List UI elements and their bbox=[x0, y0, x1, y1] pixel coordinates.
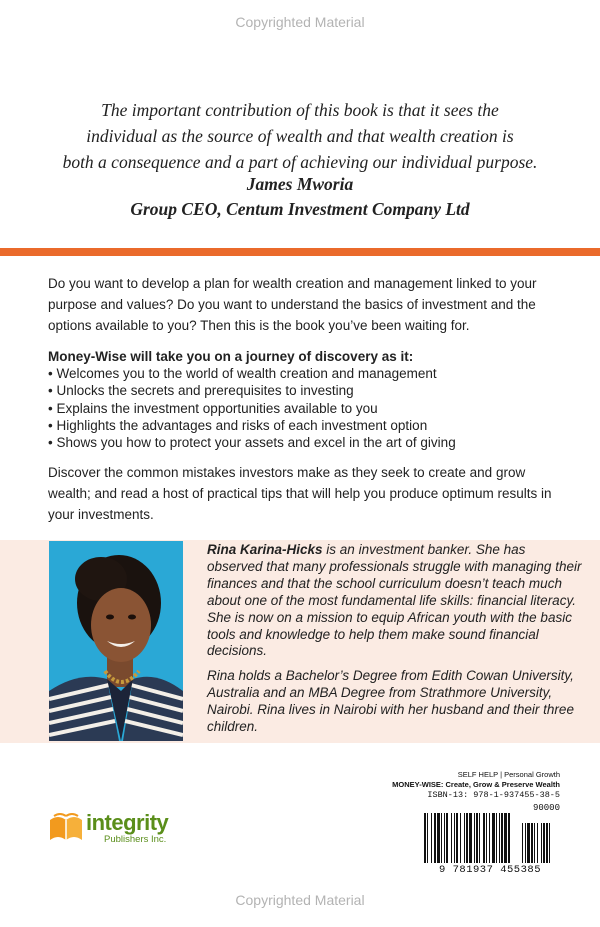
orange-divider bbox=[0, 248, 600, 256]
quote-line: The important contribution of this book is that it sees the bbox=[101, 100, 499, 120]
author-education-paragraph: Rina holds a Bachelor’s Degree from Edith Cowan University, Australia and an MBA Degree from Strathmore University, Nairobi. Rina lives in Nairobi with her husband and their three children. bbox=[207, 668, 574, 734]
endorsement-quote bbox=[30, 97, 570, 175]
intro-paragraph: Do you want to develop a plan for wealth creation and management linked to your purpose and values? Do you want to understand the basics of investment and the options available to you? Then this is the book you’ve been waiting for. bbox=[48, 276, 537, 333]
barcode-book-title: MONEY-WISE: Create, Grow & Preserve Wealth bbox=[392, 780, 560, 789]
benefits-list bbox=[48, 365, 568, 451]
author-bio-text: is an investment banker. She has observed that many professionals struggle with managing their finances and that the school curriculum doesn’t teach much about one of the most fundamental life skills: financial literacy. She is now on a mission to equip African youth with the basic tools and knowledge to help them make sound financial decisions. bbox=[207, 542, 582, 659]
quote-line: both a consequence and a part of achieving our individual purpose. bbox=[62, 152, 538, 172]
quote-line: individual as the source of wealth and that wealth creation is bbox=[86, 126, 514, 146]
barcode-isbn: ISBN-13: 978-1-937455-38-5 bbox=[427, 790, 560, 800]
list-item: • Unlocks the secrets and prerequisites to investing bbox=[48, 383, 354, 399]
author-bio-paragraph bbox=[207, 542, 582, 660]
outro-paragraph: Discover the common mistakes investors make as they seek to create and grow wealth; and read a host of practical tips that will help you produce optimum results in your investments. bbox=[48, 465, 552, 522]
author-photo bbox=[49, 541, 183, 741]
barcode-category: SELF HELP | Personal Growth bbox=[457, 770, 560, 779]
quote-author: James Mworia bbox=[246, 174, 354, 194]
barcode-price-code: 90000 bbox=[532, 803, 560, 813]
copyright-watermark-bottom: Copyrighted Material bbox=[235, 892, 365, 908]
barcode-number: 9 781937 455385 bbox=[438, 864, 541, 876]
open-book-icon bbox=[48, 810, 84, 846]
publisher-name: integrity bbox=[86, 810, 169, 835]
isbn-barcode-block bbox=[392, 770, 560, 882]
list-item: • Shows you how to protect your assets and excel in the art of giving bbox=[48, 435, 456, 451]
barcode-bars bbox=[424, 813, 556, 863]
list-item: • Welcomes you to the world of wealth creation and management bbox=[48, 366, 437, 381]
author-name: Rina Karina-Hicks bbox=[207, 542, 323, 557]
quote-author-title: Group CEO, Centum Investment Company Ltd bbox=[130, 199, 470, 219]
list-item: • Explains the investment opportunities available to you bbox=[48, 400, 378, 416]
list-item: • Highlights the advantages and risks of each investment option bbox=[48, 417, 428, 433]
copyright-watermark-top: Copyrighted Material bbox=[235, 14, 365, 30]
publisher-logo bbox=[48, 808, 178, 848]
bullets-lead: Money-Wise will take you on a journey of discovery as it: bbox=[48, 349, 414, 364]
publisher-subtitle: Publishers Inc. bbox=[104, 834, 167, 845]
